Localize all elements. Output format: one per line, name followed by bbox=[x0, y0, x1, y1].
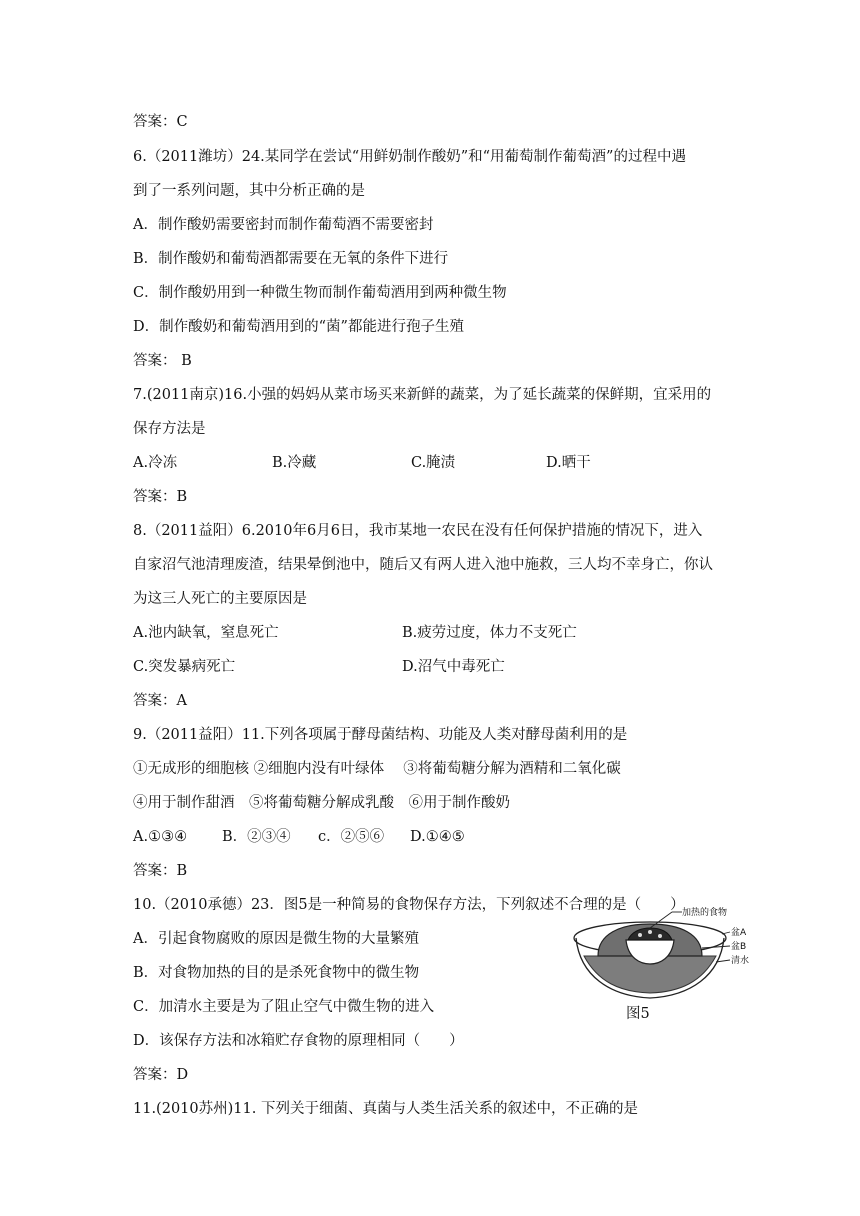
question-9-option-a: A.①③④ bbox=[133, 829, 188, 845]
answer-9: 答案：B bbox=[133, 863, 188, 879]
answer-6: 答案： B bbox=[133, 353, 192, 369]
question-7-option-a: A.冷冻 bbox=[133, 455, 178, 471]
question-10-option-a: A．引起食物腐败的原因是微生物的大量繁殖 bbox=[133, 931, 419, 947]
question-10-option-d: D．该保存方法和冰箱贮存食物的原理相同（ ） bbox=[133, 1033, 464, 1049]
question-9-option-c: c．②⑤⑥ bbox=[318, 829, 385, 845]
question-8-option-a: A.池内缺氧，窒息死亡 bbox=[133, 625, 279, 641]
question-7-option-c: C.腌渍 bbox=[411, 455, 456, 471]
question-6-option-a: A．制作酸奶需要密封而制作葡萄酒不需要密封 bbox=[133, 217, 434, 233]
question-8-stem-cont: 自家沼气池清理废渣，结果晕倒池中，随后又有两人进入池中施救，三人均不幸身亡，你认 bbox=[133, 557, 713, 573]
figure-caption: 图5 bbox=[626, 1006, 650, 1022]
question-9-option-b: B．②③④ bbox=[222, 829, 291, 845]
question-7-stem: 7.(2011南京)16.小强的妈妈从菜市场买来新鲜的蔬菜，为了延长蔬菜的保鲜期，宜采用的 bbox=[133, 387, 712, 403]
answer-8: 答案：A bbox=[133, 693, 187, 709]
question-9-items-2: ④用于制作甜酒 ⑤将葡萄糖分解成乳酸 ⑥用于制作酸奶 bbox=[133, 795, 510, 811]
answer-10: 答案：D bbox=[133, 1067, 189, 1083]
label-heated-food: 加热的食物 bbox=[682, 908, 728, 918]
question-8-option-b: B.疲劳过度，体力不支死亡 bbox=[402, 625, 577, 641]
question-8-option-c: C.突发暴病死亡 bbox=[133, 659, 236, 675]
question-6-option-b: B．制作酸奶和葡萄酒都需要在无氧的条件下进行 bbox=[133, 251, 449, 267]
label-water: 清水 bbox=[731, 956, 750, 966]
question-8-option-d: D.沼气中毒死亡 bbox=[402, 659, 505, 675]
question-11-stem: 11.(2010苏州)11. 下列关于细菌、真菌与人类生活关系的叙述中，不正确的是 bbox=[133, 1101, 638, 1117]
label-basin-b: 盆B bbox=[731, 942, 747, 952]
question-10-stem: 10.（2010承德）23．图5是一种简易的食物保存方法，下列叙述不合理的是（ ） bbox=[133, 897, 685, 913]
answer-7: 答案：B bbox=[133, 489, 188, 505]
question-9-stem: 9.（2011益阳）11.下列各项属于酵母菌结构、功能及人类对酵母菌利用的是 bbox=[133, 727, 628, 743]
food-preservation-figure bbox=[570, 898, 752, 1026]
question-9-items-1: ①无成形的细胞核 ②细胞内没有叶绿体 ③将葡萄糖分解为酒精和二氧化碳 bbox=[133, 761, 621, 777]
question-7-stem-cont: 保存方法是 bbox=[133, 421, 206, 437]
question-7-option-d: D.晒干 bbox=[546, 455, 591, 471]
question-10-option-b: B．对食物加热的目的是杀死食物中的微生物 bbox=[133, 965, 420, 981]
question-7-option-b: B.冷藏 bbox=[272, 455, 317, 471]
answer-5: 答案：C bbox=[133, 114, 188, 130]
question-6-option-d: D．制作酸奶和葡萄酒用到的“菌”都能进行孢子生殖 bbox=[133, 319, 464, 335]
question-9-option-d: D.①④⑤ bbox=[410, 829, 465, 845]
question-6-stem: 6.（2011潍坊）24.某同学在尝试“用鲜奶制作酸奶”和“用葡萄制作葡萄酒”的过程中遇 bbox=[133, 149, 686, 165]
label-basin-a: 盆A bbox=[731, 928, 747, 938]
question-8-stem: 8.（2011益阳）6.2010年6月6日，我市某地一农民在没有任何保护措施的情况下，进入 bbox=[133, 523, 703, 539]
question-6-stem-cont: 到了一系列问题，其中分析正确的是 bbox=[133, 183, 365, 199]
question-6-option-c: C．制作酸奶用到一种微生物而制作葡萄酒用到两种微生物 bbox=[133, 285, 507, 301]
question-10-option-c: C．加清水主要是为了阻止空气中微生物的进入 bbox=[133, 999, 435, 1015]
question-8-stem-cont2: 为这三人死亡的主要原因是 bbox=[133, 591, 307, 607]
